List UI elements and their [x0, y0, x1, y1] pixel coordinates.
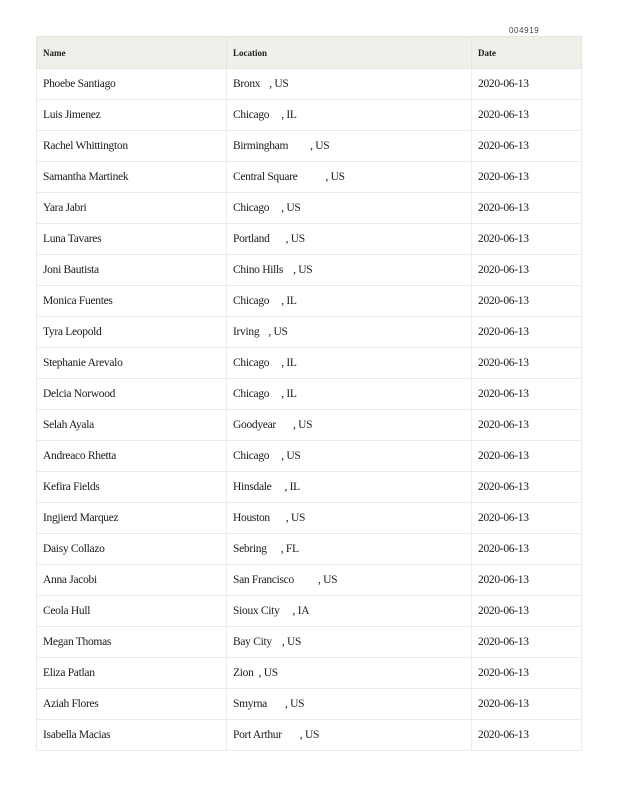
cell-date: 2020-06-13: [472, 441, 582, 472]
location-city: Sebring: [233, 543, 267, 555]
location-separator: ,: [258, 667, 264, 679]
cell-date: 2020-06-13: [472, 534, 582, 565]
location-separator: ,: [317, 574, 324, 586]
header-row: [37, 37, 582, 69]
cell-name: Selah Ayala: [37, 410, 227, 441]
location-city: Port Arthur: [233, 729, 282, 741]
location-city: Chicago: [233, 357, 270, 369]
cell-date: 2020-06-13: [472, 286, 582, 317]
cell-location: [227, 348, 472, 379]
location-city: Birmingham: [233, 140, 289, 152]
cell-name: Daisy Collazo: [37, 534, 227, 565]
location-region: US: [304, 729, 320, 741]
location-separator: ,: [281, 109, 287, 121]
location-city: San Francisco: [233, 574, 294, 586]
cell-date: 2020-06-13: [472, 410, 582, 441]
table-header: [37, 37, 582, 69]
cell-date: 2020-06-13: [472, 193, 582, 224]
location-region: US: [290, 698, 305, 710]
table-row: [37, 534, 582, 565]
location-region: US: [286, 636, 302, 648]
cell-date: 2020-06-13: [472, 255, 582, 286]
cell-name: Yara Jabri: [37, 193, 227, 224]
cell-date: 2020-06-13: [472, 596, 582, 627]
cell-date: 2020-06-13: [472, 720, 582, 751]
cell-date: 2020-06-13: [472, 162, 582, 193]
location-separator: ,: [310, 140, 316, 152]
document-id: 004919: [509, 26, 540, 35]
location-city: Chicago: [233, 202, 270, 214]
cell-date: 2020-06-13: [472, 224, 582, 255]
cell-name: Kefira Fields: [37, 472, 227, 503]
cell-location: [227, 162, 472, 193]
cell-location: [227, 317, 472, 348]
cell-name: Luis Jimenez: [37, 100, 227, 131]
location-city: Chicago: [233, 295, 270, 307]
location-city: Bronx: [233, 78, 261, 90]
location-region: US: [315, 140, 330, 152]
table-row: [37, 503, 582, 534]
cell-name: Ceola Hull: [37, 596, 227, 627]
cell-name: Monica Fuentes: [37, 286, 227, 317]
cell-name: Megan Thomas: [37, 627, 227, 658]
location-region: US: [286, 202, 301, 214]
location-separator: ,: [281, 636, 287, 648]
cell-location: [227, 100, 472, 131]
location-city: Irving: [233, 326, 260, 338]
location-separator: ,: [281, 388, 287, 400]
location-region: US: [291, 512, 306, 524]
cell-name: Aziah Flores: [37, 689, 227, 720]
location-city: Chicago: [233, 109, 270, 121]
cell-location: [227, 689, 472, 720]
location-separator: ,: [299, 729, 305, 741]
table-row: [37, 224, 582, 255]
cell-name: Joni Bautista: [37, 255, 227, 286]
location-city: Sioux City: [233, 605, 280, 617]
table-row: [37, 596, 582, 627]
location-separator: ,: [281, 295, 287, 307]
table-row: [37, 131, 582, 162]
location-separator: ,: [281, 357, 287, 369]
cell-location: [227, 658, 472, 689]
cell-name: Rachel Whittington: [37, 131, 227, 162]
table-row: [37, 658, 582, 689]
location-separator: ,: [269, 78, 275, 90]
cell-location: [227, 286, 472, 317]
cell-date: 2020-06-13: [472, 131, 582, 162]
cell-date: 2020-06-13: [472, 379, 582, 410]
cell-name: Samantha Martinek: [37, 162, 227, 193]
cell-location: [227, 596, 472, 627]
location-separator: ,: [280, 543, 286, 555]
location-region: IL: [286, 295, 297, 307]
location-region: IA: [297, 605, 310, 617]
location-separator: ,: [285, 233, 291, 245]
table-row: [37, 317, 582, 348]
cell-date: 2020-06-13: [472, 565, 582, 596]
cell-location: [227, 534, 472, 565]
location-city: Chicago: [233, 450, 270, 462]
cell-name: Phoebe Santiago: [37, 69, 227, 100]
location-region: US: [290, 233, 305, 245]
cell-name: Ingjierd Marquez: [37, 503, 227, 534]
cell-location: [227, 69, 472, 100]
location-city: Central Square: [233, 171, 298, 183]
cell-location: [227, 627, 472, 658]
location-region: US: [330, 171, 345, 183]
table-row: [37, 565, 582, 596]
cell-location: [227, 720, 472, 751]
cell-date: 2020-06-13: [472, 348, 582, 379]
cell-name: Eliza Patlan: [37, 658, 227, 689]
cell-date: 2020-06-13: [472, 689, 582, 720]
cell-location: [227, 379, 472, 410]
location-separator: ,: [285, 512, 292, 524]
location-region: US: [273, 326, 288, 338]
cell-name: Luna Tavares: [37, 224, 227, 255]
location-city: Houston: [233, 512, 270, 524]
location-separator: ,: [281, 202, 287, 214]
records-table: [36, 36, 582, 751]
location-city: Hinsdale: [233, 481, 272, 493]
column-header-location: Location: [227, 37, 472, 69]
cell-location: [227, 193, 472, 224]
cell-name: Andreaco Rhetta: [37, 441, 227, 472]
table-row: [37, 255, 582, 286]
cell-location: [227, 565, 472, 596]
location-region: FL: [285, 543, 299, 555]
location-separator: ,: [293, 264, 299, 276]
location-city: Goodyear: [233, 419, 276, 431]
location-separator: ,: [284, 481, 290, 493]
cell-name: Tyra Leopold: [37, 317, 227, 348]
table-row: [37, 379, 582, 410]
location-city: Zion: [233, 667, 254, 679]
column-header-date: Date: [472, 37, 582, 69]
table-body: [37, 69, 582, 751]
location-region: US: [323, 574, 338, 586]
cell-location: [227, 441, 472, 472]
table-row: [37, 286, 582, 317]
location-city: Chicago: [233, 388, 270, 400]
table-row: [37, 348, 582, 379]
location-separator: ,: [325, 171, 331, 183]
location-city: Smyrna: [233, 698, 267, 710]
location-region: IL: [286, 388, 297, 400]
location-region: US: [298, 419, 313, 431]
table-row: [37, 162, 582, 193]
table-row: [37, 193, 582, 224]
cell-date: 2020-06-13: [472, 69, 582, 100]
column-header-name: Name: [37, 37, 227, 69]
cell-location: [227, 410, 472, 441]
cell-location: [227, 472, 472, 503]
location-region: IL: [289, 481, 300, 493]
location-separator: ,: [268, 326, 274, 338]
location-city: Bay City: [233, 636, 272, 648]
location-separator: ,: [281, 450, 287, 462]
cell-date: 2020-06-13: [472, 100, 582, 131]
cell-name: Isabella Macias: [37, 720, 227, 751]
cell-location: [227, 503, 472, 534]
location-separator: ,: [284, 698, 291, 710]
cell-location: [227, 224, 472, 255]
location-city: Chino Hills: [233, 264, 284, 276]
location-region: US: [298, 264, 313, 276]
cell-date: 2020-06-13: [472, 627, 582, 658]
table-row: [37, 441, 582, 472]
location-separator: ,: [292, 605, 298, 617]
cell-location: [227, 131, 472, 162]
cell-name: Stephanie Arevalo: [37, 348, 227, 379]
location-region: US: [286, 450, 301, 462]
table-row: [37, 627, 582, 658]
location-region: US: [263, 667, 278, 679]
table-row: [37, 689, 582, 720]
table-row: [37, 720, 582, 751]
cell-date: 2020-06-13: [472, 317, 582, 348]
location-separator: ,: [292, 419, 299, 431]
cell-name: Delcia Norwood: [37, 379, 227, 410]
cell-name: Anna Jacobi: [37, 565, 227, 596]
table-row: [37, 100, 582, 131]
table-row: [37, 410, 582, 441]
cell-location: [227, 255, 472, 286]
cell-date: 2020-06-13: [472, 658, 582, 689]
table-row: [37, 472, 582, 503]
cell-date: 2020-06-13: [472, 472, 582, 503]
location-region: IL: [286, 109, 297, 121]
table-row: [37, 69, 582, 100]
location-city: Portland: [233, 233, 270, 245]
location-region: IL: [286, 357, 297, 369]
location-region: US: [274, 78, 289, 90]
cell-date: 2020-06-13: [472, 503, 582, 534]
